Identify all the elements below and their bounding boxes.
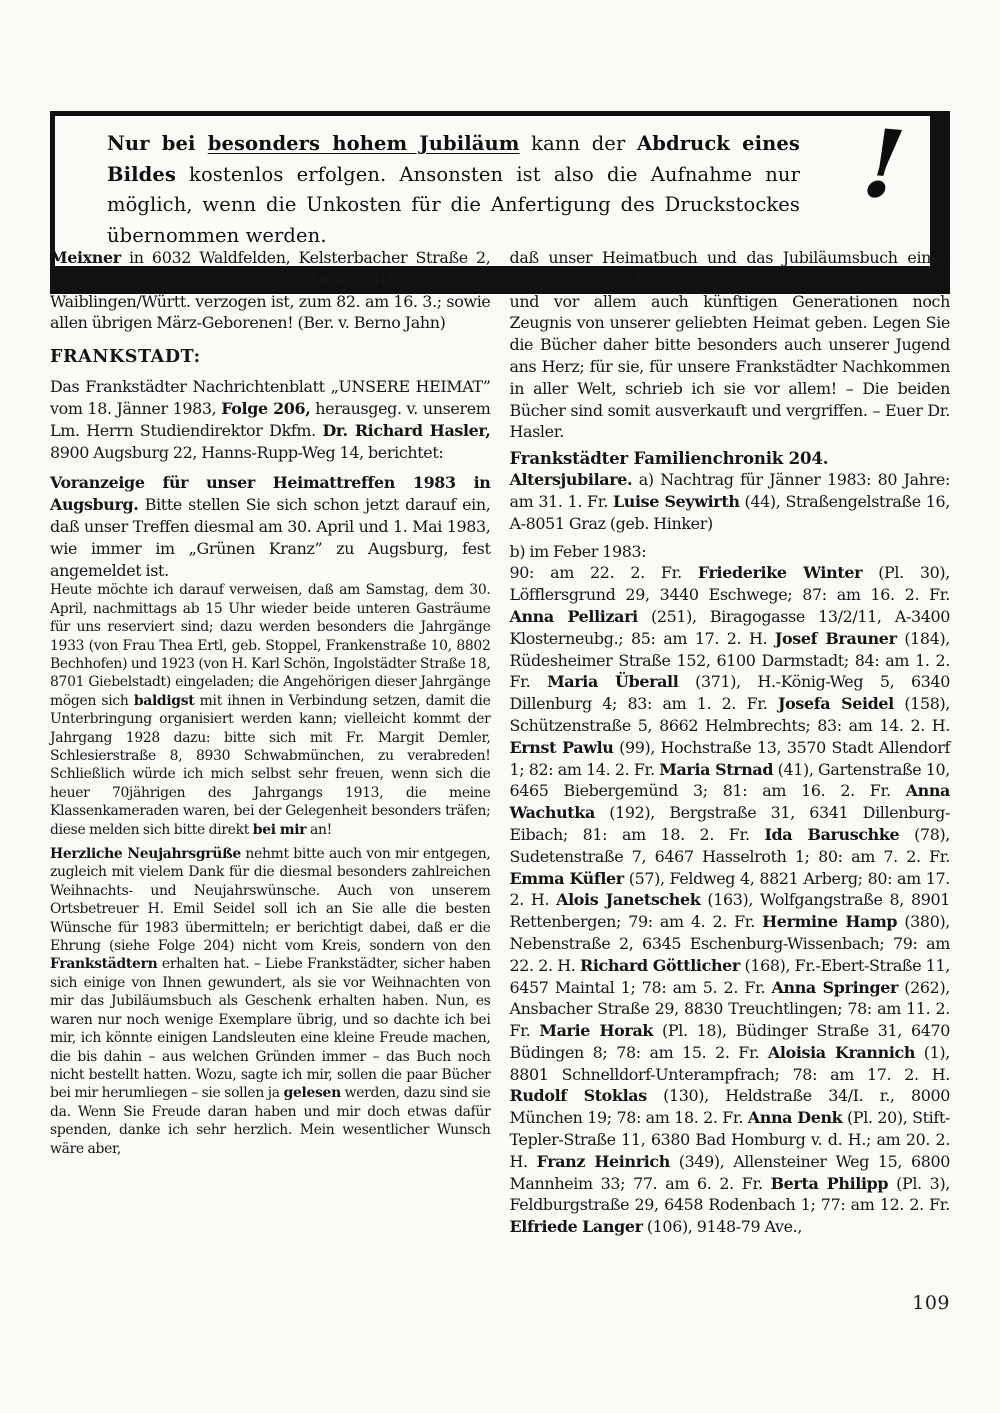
text-segment: baldigst — [133, 692, 195, 709]
text-segment: Maria Überall — [547, 672, 679, 692]
text-segment: (1), 8801 Schnelldorf-Unterampfrach; 78: am 17. 2. H. — [509, 1042, 950, 1084]
text-segment: herausgeg. v. unserem Lm. Herrn Studiendirektor Dkfm. — [50, 398, 491, 440]
text-segment: Friederike Winter — [697, 563, 863, 583]
jubilare-feber-paragraph — [510, 562, 951, 1238]
text-segment: erhalten hat. – Liebe Frankstädter, sicher haben sich einige von Ihnen gewundert, als sie vor Weihnachten von mir das Jubiläumsbuch als Geschenk erhalten haben. Nun, es waren nur noch wenige Exemplare übrig, und so dachte ich bei mir, ich könnte einigen Landsleuten eine kleine Freude machen, die bis dahin – aus welchen Gründen immer – das Buch noch nicht bestellt hatten. Wozu, sagte ich mir, sollen die paar Bücher bei mir herumliegen – sie sollen ja — [50, 956, 491, 1102]
text-segment: (349), Allensteiner Weg 15, 6800 Mannheim 33; 77. am 6. 2. Fr. — [509, 1151, 950, 1193]
text-segment: bei mir — [252, 821, 307, 838]
text-segment: Meixner — [50, 248, 121, 267]
text-segment: (192), Bergstraße 31, 6341 Dillenburg-Eibach; 81: am 18. 2. Fr. — [509, 803, 950, 844]
feber-label: b) im Feber 1983: — [509, 541, 647, 561]
text-segment: (44), Straßengelstraße 16, A-8051 Graz (geb. Hinker) — [509, 491, 950, 533]
text-segment: Aloisia Krannich — [767, 1042, 916, 1062]
text-segment: Das Frankstädter Nachrichtenblatt „UNSERE HEIMAT” vom 18. Jänner 1983, — [50, 377, 491, 418]
text-segment: Ernst Pawlu — [509, 737, 614, 757]
text-segment: mit ihnen in Verbindung setzen, damit die Unterbringung organisiert werden kann; vielleicht kommt der Jahrgang 1928 dazu: bitte sich mit Fr. Margit Demler, Schlesierstraße 8, 8930 Schwabmünchen, zu verabreden! Schließlich würde ich mich selbst sehr freuen, wenn sich die heuer 70jährigen des Jahrgangs 1913, die meine Klassenkameraden waren, bei der Gelegenheit besonders träfen; diese melden sich bitte direkt — [50, 692, 491, 838]
text-segment: Abdruck eines Bildes — [107, 132, 800, 186]
text-segment: Anna Denk — [747, 1108, 843, 1128]
text-segment: nehmt bitte auch von mir entgegen, zugleich mit vielem Dank für die diesmal besonders zahlreichen Weihnachts- und Neujahrswünsche. Auch von unserem Ortsbetreuer H. Emil Seidel soll ich an Sie alle die besten Wünsche für 1983 übermitteln; er berichtigt dabei, daß er die Ehrung (siehe Folge 204) nicht vom Kreis, sondern von den — [50, 846, 491, 955]
nachrichtenblatt-paragraph — [50, 376, 491, 463]
text-segment: besonders hohem Jubiläum — [207, 132, 520, 155]
text-segment: (262), Ansbacher Straße 29, 8830 Treuchtlingen; 78: am 11. 2. Fr. — [509, 977, 950, 1041]
text-segment: an! — [306, 821, 332, 838]
text-segment: Heute möchte ich darauf verweisen, daß am Samstag, dem 30. April, nachmittags ab 15 Uhr wieder beide unteren Gasträume für uns reserviert sind; dazu werden besonders die Jahrgänge 1933 (von Frau Thea Ertl, geb. Stoppel, Frankenstraße 10, 8802 Bechhofen) und 1923 (von H. Karl Schön, Ingolstädter Straße 18, 8701 Giebelstadt) eingeladen; die Angehörigen dieser Jahrgänge mögen sich — [50, 582, 491, 709]
text-segment: in 6032 Waldfelden, Kelsterbacher Straße 2, zum 85. am 23. 3.; Frau — [50, 248, 491, 289]
text-segment: gelesen — [283, 1085, 341, 1102]
text-segment: Anna Brix, — [305, 269, 408, 289]
text-segment: daß unser Heimatbuch und das Jubiläumsbuch einen guten Platz in Ihrem Bücherschrank gefunden haben und vor allem auch künftigen Generationen noch Zeugnis von unserer geliebten Heimat geben. Legen Sie die Bücher daher bitte besonders auch unserer Jugend ans Herz; für sie, für unsere Frankstädter Nachkommen in aller Welt, schrieb ich sie vor allem! – Die beiden Bücher sind somit ausverkauft und vergriffen. – Euer Dr. Hasler. — [509, 248, 950, 442]
text-segment: Elfriede Langer — [509, 1217, 643, 1237]
text-segment: (130), Heldstraße 34/I. r., 8000 München 19; 78: am 18. 2. Fr. — [509, 1086, 950, 1128]
text-segment: (99), Hochstraße 13, 3570 Stadt Allendorf 1; 82: am 14. 2. Fr. — [509, 737, 950, 779]
text-segment: (168), Fr.-Ebert-Straße 11, 6457 Maintal 1; 78: am 5. 2. Fr. — [509, 955, 951, 997]
text-segment: 90: am 22. 2. Fr. — [509, 563, 698, 583]
frankstadt-heading: FRANKSTADT: — [50, 347, 201, 368]
text-segment: Ida Baruschke — [764, 824, 900, 844]
text-segment: Alois Janetschek — [556, 890, 701, 910]
text-segment: Anna Springer — [771, 977, 898, 997]
neujahrsgruesse-paragraph — [50, 845, 491, 1158]
text-segment: Frankstädtern — [50, 956, 158, 973]
text-segment: Hermine Hamp — [762, 912, 898, 932]
text-segment: Richard Göttlicher — [579, 955, 740, 975]
treffen-details-paragraph — [50, 581, 491, 839]
text-segment: (41), Gartenstraße 10, 6465 Biebergemünd 3; 81: am 16. 2. Fr. — [509, 759, 951, 801]
text-segment: Folge 206, — [221, 398, 311, 418]
text-segment: (371), H.-König-Weg 5, 6340 Dillenburg 4; 83: am 1. 2. Fr. — [509, 672, 951, 714]
text-segment: Josefa Seidel — [777, 694, 894, 714]
text-segment: (Pl. 3), Feldburgstraße 29, 6458 Rodenbach 1; 77: am 12. 2. Fr. — [509, 1173, 950, 1215]
text-segment: Marie Horak — [539, 1021, 654, 1041]
text-segment: Herzliche Neujahrsgrüße — [50, 846, 241, 863]
right-column — [510, 247, 951, 1238]
text-segment: Rudolf Stoklas — [509, 1086, 647, 1106]
text-segment: Altersjubilare. — [509, 470, 633, 490]
exclamation-mark-icon: ! — [858, 108, 909, 222]
text-segment: a) Nachtrag für Jänner 1983: 80 Jahre: am 31. 1. Fr. — [509, 470, 950, 511]
text-segment: kostenlos erfolgen. Ansonsten ist also die Aufnahme nur möglich, wenn die Unkosten für die Anfertigung des Druckstockes übernommen werden. — [107, 162, 800, 247]
text-segment: (Pl. 18), Büdinger Straße 31, 6470 Büdingen 8; 78: am 15. 2. Fr. — [509, 1021, 950, 1062]
text-segment: (380), Nebenstraße 2, 6345 Eschenburg-Wissenbach; 79: am 22. 2. H. — [509, 912, 951, 975]
text-segment: (Pl. 30), Löfflersgrund 29, 3440 Eschwege; 87: am 16. 2. Fr. — [509, 563, 950, 605]
text-segment: Anna Wachutka — [509, 781, 950, 823]
text-segment: (57), Feldweg 4, 8821 Arberg; 80: am 17. 2. H. — [509, 868, 951, 910]
text-segment: (78), Sudetenstraße 7, 6467 Hasselroth 1; 80: am 7. 2. Fr. — [509, 824, 951, 866]
text-segment: Voranzeige für unser Heimattreffen 1983 in Augsburg. — [50, 473, 491, 515]
text-segment: (158), Schützenstraße 5, 8662 Helmbrechts; 83: am 14. 2. H. — [509, 694, 951, 735]
page-number: 109 — [912, 1292, 950, 1314]
text-segment: Nur bei — [107, 132, 208, 155]
text-segment: Emma Küfler — [509, 868, 624, 888]
text-segment: Bitte stellen Sie sich schon jetzt darauf ein, daß unser Treffen diesmal am 30. April und 1. Mai 1983, wie immer im „Grünen Kranz” zu Augsburg, fest angemeldet ist. — [50, 495, 491, 580]
text-segment: (163), Wolfgangstraße 8, 8901 Rettenbergen; 79: am 4. 2. Fr. — [509, 890, 950, 932]
text-segment: Dr. Richard Hasler, — [322, 420, 491, 440]
familienchronik-heading: Frankstädter Familienchronik 204. — [509, 448, 829, 469]
text-segment: 8900 Augsburg 22, Hanns-Rupp-Weg 14, berichtet: — [50, 442, 444, 462]
left-column — [50, 247, 491, 1158]
text-segment: (251), Biragogasse 13/2/11, A-3400 Klosterneubg.; 85: am 17. 2. H. — [509, 606, 950, 648]
text-segment: werden, dazu sind sie da. Wenn Sie Freude daran haben und mir doch etwas dafür spenden, danke ich sehr herzlich. Mein wesentlicher Wunsch wäre aber, — [50, 1085, 491, 1157]
text-segment: Maria Strnad — [659, 759, 774, 779]
text-segment: die von Waiblingen/Württ. verzogen ist, zum 82. am 16. 3.; sowie allen übrigen März-Geborenen! (Ber. v. Berno Jahn) — [50, 269, 491, 333]
text-segment: Berta Philipp — [770, 1173, 889, 1193]
voranzeige-paragraph — [50, 472, 491, 581]
notice-text — [107, 129, 800, 251]
buecher-appell-paragraph — [510, 247, 951, 443]
text-segment: Franz Heinrich — [536, 1151, 670, 1171]
text-segment: Anna Pellizari — [509, 606, 638, 626]
text-segment: Luise Seywirth — [612, 491, 740, 511]
two-column-text-area — [50, 247, 950, 1238]
text-segment: (184), Rüdesheimer Straße 152, 6100 Darmstadt; 84: am 1. 2. Fr. — [509, 628, 950, 692]
altersjubilare-nachtrag-paragraph — [510, 469, 951, 534]
text-segment: (Pl. 20), Stift-Tepler-Straße 11, 6380 Bad Homburg v. d. H.; am 20. 2. H. — [509, 1108, 950, 1171]
text-segment: Josef Brauner — [774, 628, 897, 648]
text-segment: (106), 9148-79 Ave., — [642, 1217, 803, 1237]
jubilare-note-paragraph — [50, 247, 491, 334]
text-segment: kann der — [519, 132, 637, 155]
